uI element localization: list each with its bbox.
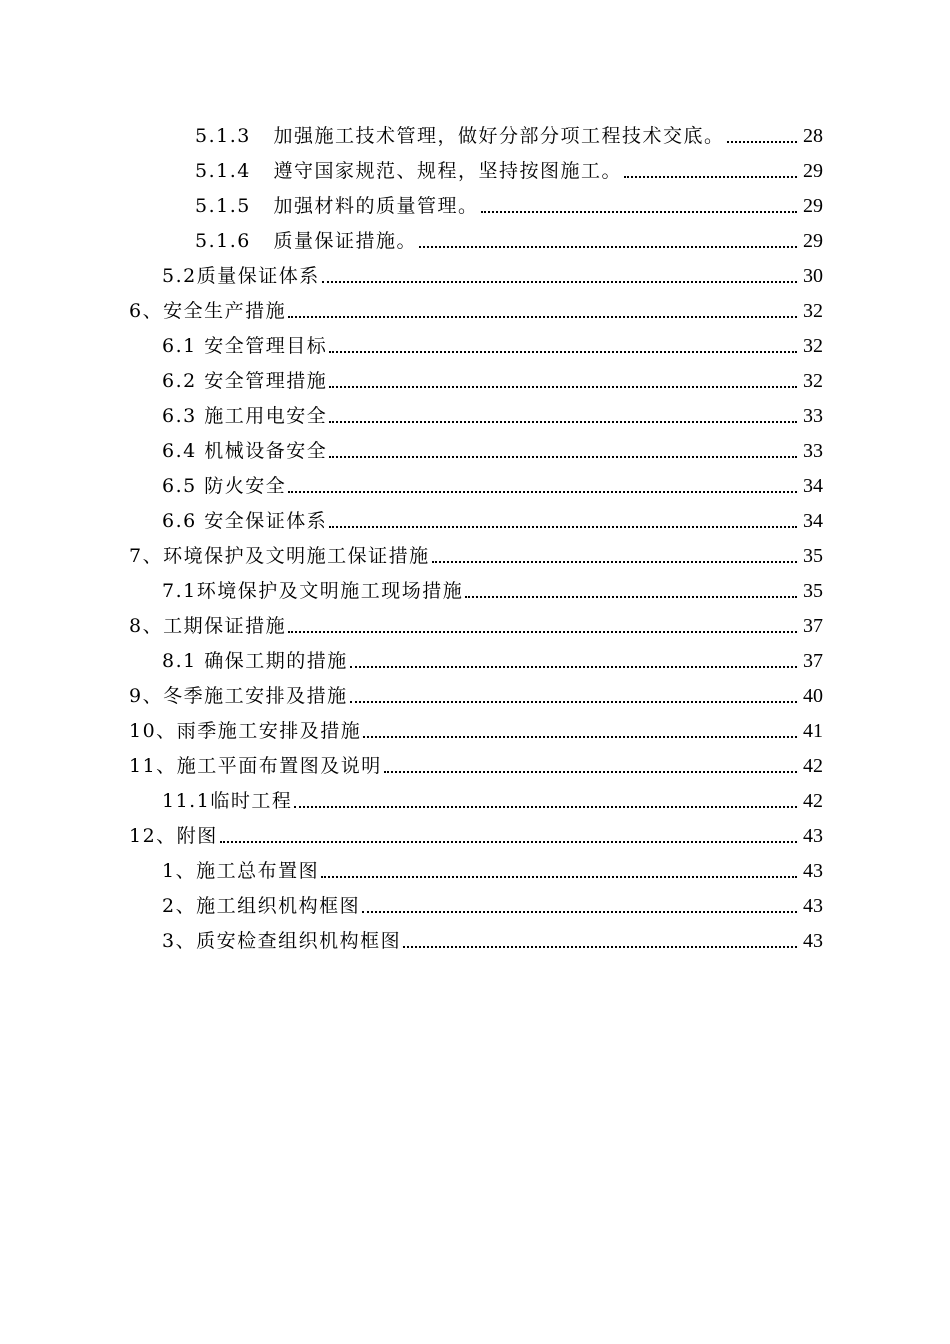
toc-entry-page: 37 [803, 650, 823, 672]
dot-leader [350, 701, 797, 703]
toc-entry-page: 29 [803, 160, 823, 182]
toc-entry-number: 6、 [129, 300, 164, 322]
dot-leader [329, 351, 797, 353]
toc-entry-page: 35 [803, 545, 823, 567]
toc-entry-number: 12、 [129, 825, 177, 847]
toc-entry-title: 防火安全 [204, 475, 287, 497]
toc-entry-title: 加强施工技术管理，做好分部分项工程技术交底。 [273, 125, 725, 147]
toc-entry[interactable] [0, 254, 823, 289]
toc-entry-page: 29 [803, 230, 823, 252]
toc-entry-title: 雨季施工安排及措施 [176, 720, 362, 742]
toc-entry-page: 43 [803, 825, 823, 847]
toc-entry[interactable] [0, 499, 823, 534]
toc-entry-title: 安全保证体系 [204, 510, 328, 532]
toc-entry-page: 29 [803, 195, 823, 217]
toc-entry-page: 43 [803, 895, 823, 917]
toc-entry-number: 5.1.4 [195, 160, 251, 182]
toc-entry-number: 8.1 [162, 650, 197, 672]
dot-leader [220, 841, 797, 843]
toc-entry-title: 工期保证措施 [163, 615, 287, 637]
toc-entry-title: 安全管理目标 [204, 335, 328, 357]
toc-entry[interactable] [0, 114, 823, 149]
toc-entry[interactable] [0, 814, 823, 849]
dot-leader [288, 316, 797, 318]
toc-entry-number: 9、 [129, 685, 164, 707]
toc-entry[interactable] [0, 429, 823, 464]
dot-leader [481, 211, 798, 213]
dot-leader [624, 176, 797, 178]
toc-entry-title: 施工总布置图 [196, 860, 320, 882]
dot-leader [322, 281, 797, 283]
toc-entry-page: 33 [803, 440, 823, 462]
toc-entry-page: 42 [803, 755, 823, 777]
toc-entry-title: 施工平面布置图及说明 [176, 755, 382, 777]
toc-entry-number: 7.1 [162, 580, 197, 602]
dot-leader [363, 736, 797, 738]
toc-entry-title: 质安检查组织机构框图 [196, 930, 402, 952]
toc-entry[interactable] [0, 849, 823, 884]
dot-leader [362, 911, 797, 913]
toc-entry-page: 32 [803, 300, 823, 322]
toc-entries [0, 114, 823, 954]
toc-entry-number: 8、 [129, 615, 164, 637]
dot-leader [288, 491, 797, 493]
toc-entry-number: 5.1.3 [195, 125, 251, 147]
toc-entry-title: 遵守国家规范、规程，坚持按图施工。 [273, 160, 622, 182]
toc-entry-title: 附图 [176, 825, 218, 847]
toc-entry[interactable] [0, 779, 823, 814]
toc-entry-page: 28 [803, 125, 823, 147]
toc-entry-page: 34 [803, 475, 823, 497]
toc-entry-number: 6.4 [162, 440, 197, 462]
toc-entry[interactable] [0, 394, 823, 429]
toc-entry-title: 机械设备安全 [204, 440, 328, 462]
toc-entry[interactable] [0, 709, 823, 744]
toc-entry-number: 1、 [162, 860, 197, 882]
toc-entry[interactable] [0, 744, 823, 779]
dot-leader [321, 876, 797, 878]
toc-entry-title: 安全管理措施 [204, 370, 328, 392]
toc-entry-number: 11.1 [162, 790, 211, 812]
dot-leader [350, 666, 797, 668]
toc-entry-title: 环境保护及文明施工现场措施 [196, 580, 464, 602]
toc-entry-page: 32 [803, 370, 823, 392]
dot-leader [432, 561, 797, 563]
toc-entry-page: 41 [803, 720, 823, 742]
toc-entry[interactable] [0, 289, 823, 324]
dot-leader [403, 946, 797, 948]
toc-entry-number: 6.6 [162, 510, 197, 532]
toc-entry-number: 5.1.5 [195, 195, 251, 217]
toc-entry-number: 5.1.6 [195, 230, 251, 252]
toc-entry-title: 施工用电安全 [204, 405, 328, 427]
toc-entry-page: 37 [803, 615, 823, 637]
toc-entry[interactable] [0, 534, 823, 569]
dot-leader [329, 456, 797, 458]
toc-entry-page: 40 [803, 685, 823, 707]
toc-entry[interactable] [0, 569, 823, 604]
toc-entry-number: 10、 [129, 720, 177, 742]
toc-entry[interactable] [0, 359, 823, 394]
toc-entry[interactable] [0, 184, 823, 219]
dot-leader [727, 141, 798, 143]
toc-entry-number: 6.2 [162, 370, 197, 392]
toc-entry-number: 6.5 [162, 475, 197, 497]
dot-leader [384, 771, 797, 773]
dot-leader [419, 246, 797, 248]
toc-entry-title: 安全生产措施 [163, 300, 287, 322]
toc-entry-page: 30 [803, 265, 823, 287]
toc-entry-page: 42 [803, 790, 823, 812]
toc-entry-page: 43 [803, 930, 823, 952]
toc-entry[interactable] [0, 884, 823, 919]
toc-entry-title: 加强材料的质量管理。 [273, 195, 479, 217]
toc-entry[interactable] [0, 674, 823, 709]
toc-entry[interactable] [0, 219, 823, 254]
toc-entry-title: 临时工程 [210, 790, 293, 812]
toc-entry-title: 环境保护及文明施工保证措施 [163, 545, 430, 567]
toc-entry-number: 3、 [162, 930, 197, 952]
toc-entry-number: 11、 [129, 755, 177, 777]
toc-entry[interactable] [0, 639, 823, 674]
toc-entry-number: 7、 [129, 545, 164, 567]
toc-entry[interactable] [0, 149, 823, 184]
toc-entry-title: 质量保证措施。 [273, 230, 417, 252]
toc-entry-page: 33 [803, 405, 823, 427]
toc-entry-number: 2、 [162, 895, 197, 917]
dot-leader [294, 806, 797, 808]
toc-entry[interactable] [0, 324, 823, 359]
toc-entry-page: 34 [803, 510, 823, 532]
toc-entry-page: 32 [803, 335, 823, 357]
toc-entry-title: 冬季施工安排及措施 [163, 685, 348, 707]
toc-entry-page: 35 [803, 580, 823, 602]
dot-leader [329, 386, 797, 388]
toc-entry-page: 43 [803, 860, 823, 882]
toc-entry[interactable] [0, 464, 823, 499]
toc-entry[interactable] [0, 604, 823, 639]
toc-entry-title: 施工组织机构框图 [196, 895, 361, 917]
toc-entry-title: 质量保证体系 [196, 265, 320, 287]
toc-entry-number: 5.2 [162, 265, 197, 287]
dot-leader [329, 421, 797, 423]
toc-entry-number: 6.1 [162, 335, 197, 357]
dot-leader [329, 526, 797, 528]
toc-entry-number: 6.3 [162, 405, 197, 427]
dot-leader [465, 596, 797, 598]
dot-leader [288, 631, 797, 633]
toc-entry-title: 确保工期的措施 [204, 650, 348, 672]
toc-entry[interactable] [0, 919, 823, 954]
